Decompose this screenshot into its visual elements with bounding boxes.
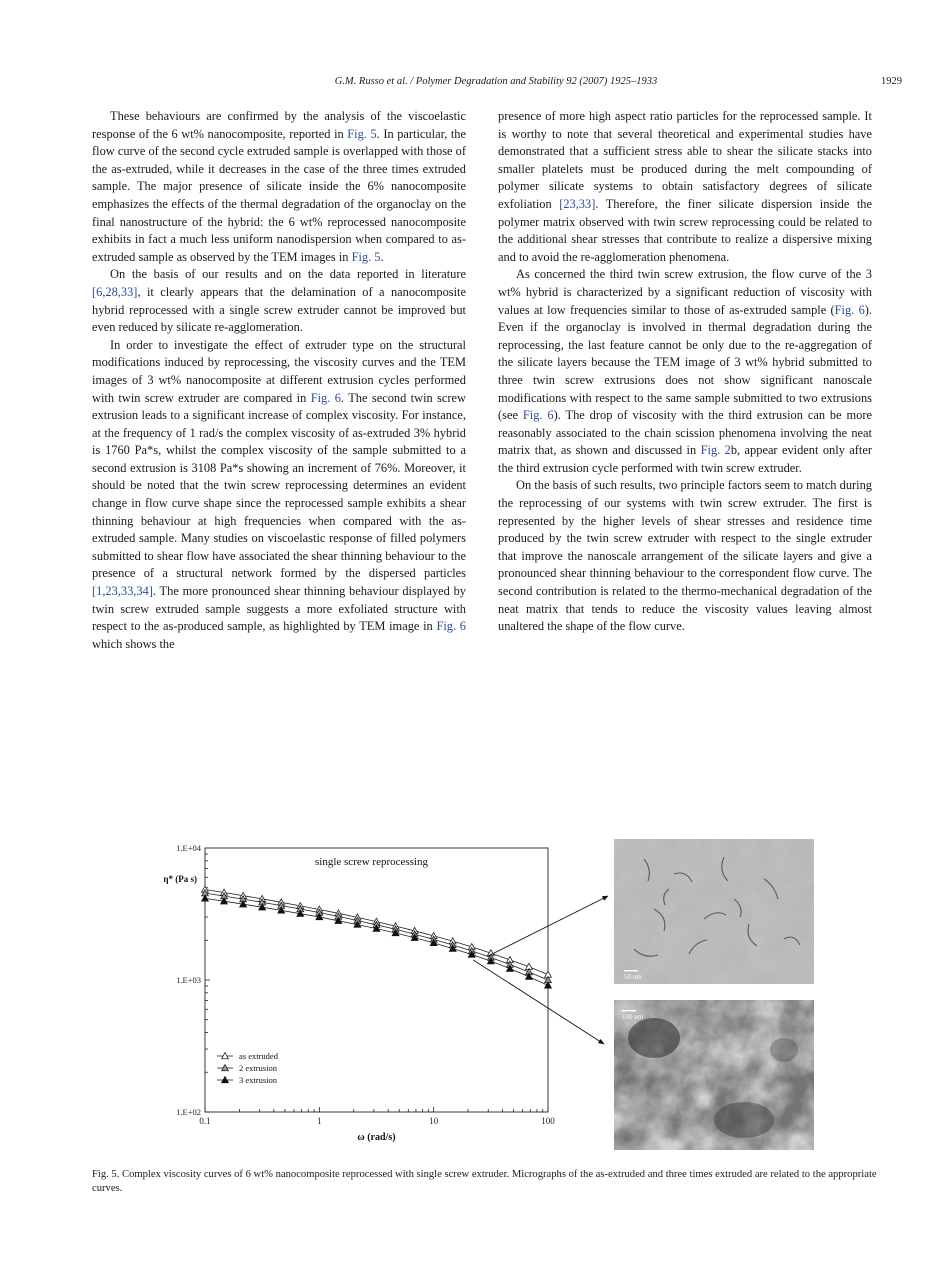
series-line <box>205 890 548 975</box>
text-run: presence of more high aspect ratio particles for the reprocessed sample. It is worthy to note that several theoretical and experimental studies have demonstrated that a sufficient stress able to shear the silicate stacks into smaller platelets must be produced during the melt compounding of polymer silicate systems to obtain satisfactory degrees of silicate exfoliation <box>498 109 872 211</box>
text-run: As concerned the third twin screw extrusion, the flow curve of the 3 wt% hybrid is characterized by a significant reduction of viscosity with values at low frequencies similar to those of as-extruded sample ( <box>498 267 872 317</box>
arrow-to-bottom-micrograph <box>473 960 604 1044</box>
y-tick-label: 1.E+04 <box>176 843 201 853</box>
text-run: ). Even if the organoclay is involved in thermal degradation during the reprocessing, the last feature cannot be only due to the re-aggregation of the silicate layers because the TEM image of 3 wt% hybrid submitted to three twin screw extrusions does not show significant nanoscale modifications with respect to the same sample submitted to two extrusions (see <box>498 302 872 423</box>
text-run: , it clearly appears that the delamination of a nanocomposite hybrid reprocessed with a single screw extruder cannot be improved but even reduced by silicate re-agglomeration. <box>92 284 466 335</box>
left-column <box>92 108 466 653</box>
page-number: 1929 <box>881 76 902 87</box>
x-axis-label: ω (rad/s) <box>357 1132 396 1143</box>
right-column <box>498 108 872 636</box>
text-run: These behaviours are confirmed by the analysis of the viscoelastic response of the 6 wt% nanocomposite, reported in <box>92 109 466 141</box>
paragraph <box>498 477 872 635</box>
text-run: ). The drop of viscosity with the third extrusion can be more reasonably associated to the chain scission phenomena involving the neat matrix that, as shown and discussed in <box>498 408 872 458</box>
series-line <box>205 898 548 985</box>
text-run: which shows the <box>92 636 175 651</box>
chart-title: single screw reprocessing <box>314 856 429 868</box>
text-run: . The second twin screw extrusion leads to a significant increase of complex viscosity. For instance, at the frequency of 1 rad/s the complex viscosity of as-extruded 3% hybrid is 1760 Pa*s, whilst the complex viscosity of the sample submitted to a second extrusion is 3108 Pa*s showing an increment of 76%. Moreover, it should be noted that the twin screw reprocessing determines an evident change in flow curve shape since the reprocessed sample exhibits a shear thinning behaviour at high frequencies when compared with the as-extruded sample. Many studies on viscoelastic response of filled polymers submitted to shear flow have associated the shear thinning behaviour to the presence of a structural network formed by the dispersed particles <box>92 390 467 581</box>
tem-micrograph-three-times-extruded <box>614 1000 814 1150</box>
y-axis-label: η* (Pa s) <box>163 874 197 884</box>
citation-link[interactable]: [1,23,33,34] <box>92 584 153 599</box>
x-tick-label: 1 <box>317 1116 322 1126</box>
text-run: On the basis of such results, two principle factors seem to match during the reprocessing of our systems with twin screw extruder. The first is represented by the higher levels of shear stresses and residence time produced by the twin screw extruder with respect to the single extruder that improve the nanoscale arrangement of the silicate layers and give a pronounced shear thinning behaviour to the correspondent flow curve. The second contribution is related to the thermo-mechanical degradation of the neat matrix that tends to reduce the viscosity values leaving almost unaltered the shape of the flow curve. <box>498 478 872 634</box>
figure-link[interactable]: Fig. 2 <box>700 443 731 458</box>
x-tick-label: 100 <box>541 1116 555 1126</box>
y-tick-label: 1.E+03 <box>176 975 201 985</box>
figure-link[interactable]: Fig. 6 <box>436 619 466 634</box>
figure-link[interactable]: Fig. 6 <box>522 408 554 423</box>
paragraph <box>498 108 872 266</box>
legend-label: 2 extrusion <box>239 1063 278 1073</box>
legend-label: as extruded <box>239 1051 278 1061</box>
figure-link[interactable]: Fig. 6 <box>310 390 341 405</box>
running-header <box>90 76 902 92</box>
paragraph <box>498 266 872 477</box>
text-run: . The more pronounced shear thinning behaviour displayed by twin screw extruded sample suggests a more exfoliated structure with respect to the as-produced sample, as highlighted by TEM image in <box>92 584 466 634</box>
x-tick-label: 0.1 <box>199 1116 211 1126</box>
figure-link[interactable]: Fig. 5 <box>351 249 381 264</box>
scale-bar-label: 100 nm <box>622 1013 644 1021</box>
citation-link[interactable]: [6,28,33] <box>92 284 138 299</box>
x-tick-label: 10 <box>429 1116 439 1126</box>
paragraph <box>92 337 466 654</box>
paragraph <box>92 266 466 336</box>
legend-label: 3 extrusion <box>239 1075 278 1085</box>
figure-link[interactable]: Fig. 5 <box>347 126 377 141</box>
scale-bar-label: 50 nm <box>624 973 642 981</box>
journal-citation: G.M. Russo et al. / Polymer Degradation and Stability 92 (2007) 1925–1933 <box>334 76 658 87</box>
figure-caption: Fig. 5. Complex viscosity curves of 6 wt% nanocomposite reprocessed with single screw extruder. Micrographs of the as-extruded and three times extruded are related to the appropriate curves. <box>92 1169 877 1194</box>
citation-link[interactable]: [23,33] <box>559 196 596 211</box>
paragraph <box>92 108 466 266</box>
text-run: In order to investigate the effect of extruder type on the structural modifications induced by reprocessing, the viscosity curves and the TEM images of 3 wt% nanocomposite at different extrusion cycles performed with twin screw extruder are compared in <box>92 337 466 405</box>
text-run: . <box>380 249 384 264</box>
text-run: b, appear evident only after the third extrusion cycle performed with twin screw extruder. <box>498 443 872 475</box>
text-run: On the basis of our results and on the data reported in literature <box>110 267 466 282</box>
text-run: . In particular, the flow curve of the second cycle extruded sample is overlapped with those of the as-extruded, while it decreases in the case of the three times extruded sample. The major presence of silicate inside the 6% nanocomposite emphasizes the effects of the thermal degradation of the organoclay on the final nanostructure of the hybrid: the 6 wt% reprocessed nanocomposite exhibits in fact a much less uniform nanodispersion when compared to as-extruded sample as observed by the TEM images in <box>92 126 466 264</box>
y-tick-label: 1.E+02 <box>176 1107 201 1117</box>
figure-link[interactable]: Fig. 6 <box>834 302 865 317</box>
text-run: . Therefore, the finer silicate dispersion inside the polymer matrix observed with twin screw reprocessing could be related to the additional shear stresses that contribute to realize a dispersive mixing and to avoid the re-agglomeration phenomena. <box>498 196 872 264</box>
tem-micrograph-as-extruded <box>614 839 814 984</box>
